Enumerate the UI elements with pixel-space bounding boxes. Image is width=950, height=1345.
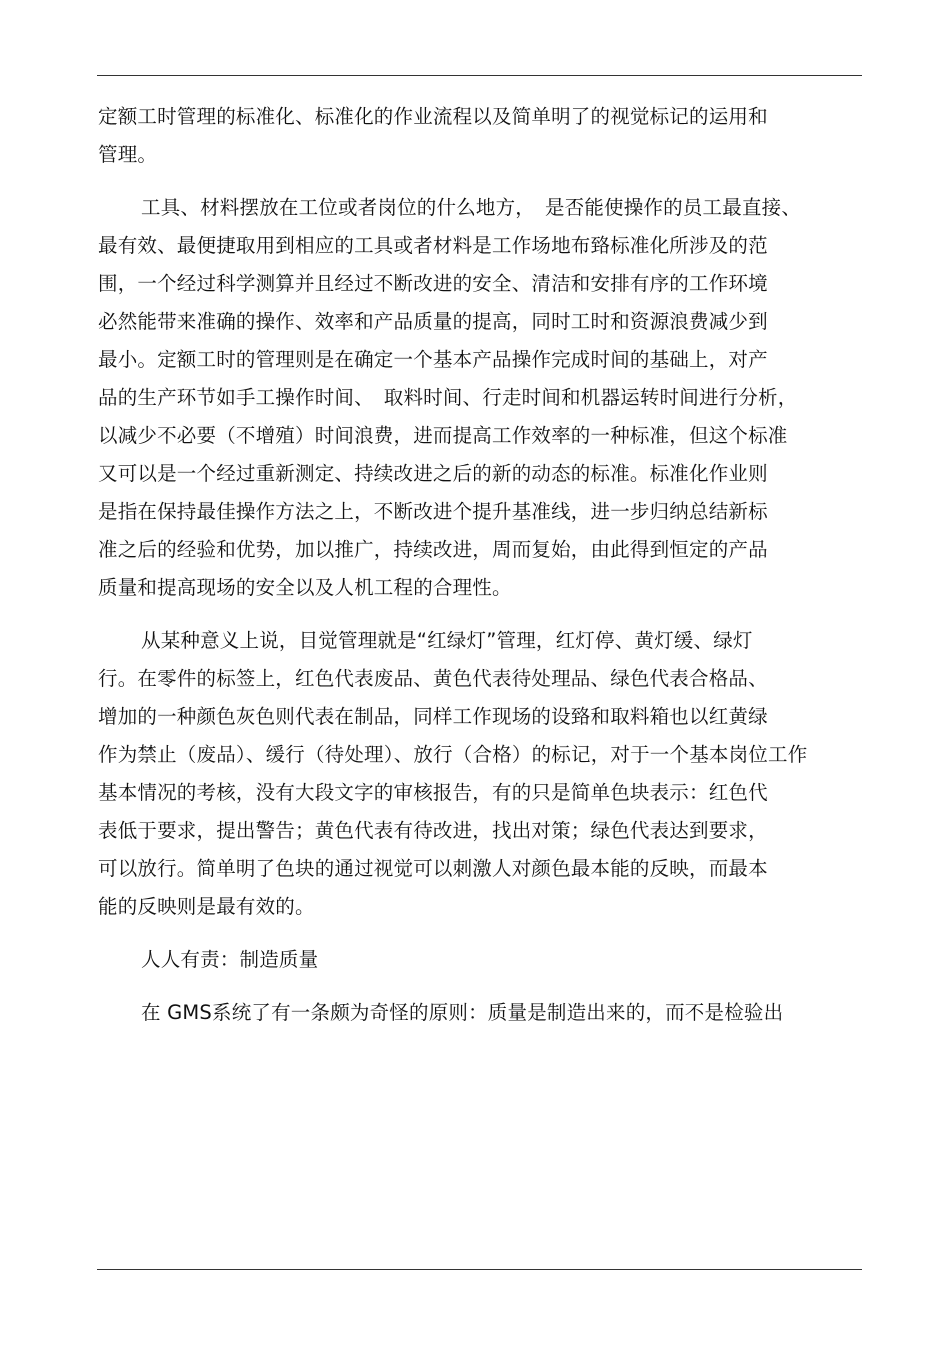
text-line: 又可以是一个经过重新测定、持续改进之后的新的动态的标准。标准化作业则 <box>98 462 768 485</box>
document-body <box>98 98 858 1032</box>
text-line: 可以放行。简单明了色块的通过视觉可以刺激人对颜色最本能的反映，而最本 <box>98 857 768 880</box>
text-line: 品的生产环节如手工操作时间、 取料时间、行走时间和机器运转时间进行分析， <box>98 386 798 409</box>
text-line: 围，一个经过科学测算并且经过不断改进的安全、清洁和安排有序的工作环境 <box>98 272 768 295</box>
text-line: 人人有责：制造质量 <box>141 948 319 971</box>
paragraph-2 <box>98 189 858 607</box>
footer-rule <box>97 1269 862 1270</box>
text-line: 行。在零件的标签上，红色代表废品、黄色代表待处理品、绿色代表合格品、 <box>98 667 768 690</box>
text-line: 必然能带来准确的操作、效率和产品质量的提高，同时工时和资源浪费减少到 <box>98 310 768 333</box>
text-line: 定额工时管理的标准化、标准化的作业流程以及简单明了的视觉标记的运用和 <box>98 105 768 128</box>
text-line: 作为禁止（废品）、缓行（待处理）、放行（合格）的标记，对于一个基本岗位工作 <box>98 743 808 766</box>
text-line: 从某种意义上说，目觉管理就是“红绿灯”管理，红灯停、黄灯缓、绿灯 <box>141 629 753 652</box>
text-line: 管理。 <box>98 143 158 166</box>
text-line: 是指在保持最佳操作方法之上，不断改进个提升基准线，进一步归纳总结新标 <box>98 500 768 523</box>
text-line: 在 GMS系统了有一条颇为奇怪的原则：质量是制造出来的，而不是检验出 <box>141 1001 784 1024</box>
text-line: 以减少不必要（不增殖）时间浪费，进而提高工作效率的一种标准，但这个标准 <box>98 424 788 447</box>
text-line: 工具、材料摆放在工位或者岗位的什么地方， 是否能使操作的员工最直接、 <box>141 196 802 219</box>
text-line: 质量和提高现场的安全以及人机工程的合理性。 <box>98 576 512 599</box>
text-line: 表低于要求，提出警告；黄色代表有待改进，找出对策；绿色代表达到要求， <box>98 819 768 842</box>
text-line: 基本情况的考核，没有大段文字的审核报告，有的只是简单色块表示：红色代 <box>98 781 768 804</box>
paragraph-1 <box>98 98 858 174</box>
paragraph-3 <box>98 622 858 926</box>
text-line: 能的反映则是最有效的。 <box>98 895 315 918</box>
text-line: 最有效、最便捷取用到相应的工具或者材料是工作场地布臵标准化所涉及的范 <box>98 234 768 257</box>
text-line: 增加的一种颜色灰色则代表在制品，同样工作现场的设臵和取料箱也以红黄绿 <box>98 705 768 728</box>
text-line: 准之后的经验和优势，加以推广，持续改进，周而复始，由此得到恒定的产品 <box>98 538 768 561</box>
header-rule <box>97 75 862 76</box>
section-heading <box>98 941 858 979</box>
paragraph-5 <box>98 994 858 1032</box>
text-line: 最小。定额工时的管理则是在确定一个基本产品操作完成时间的基础上，对产 <box>98 348 768 371</box>
